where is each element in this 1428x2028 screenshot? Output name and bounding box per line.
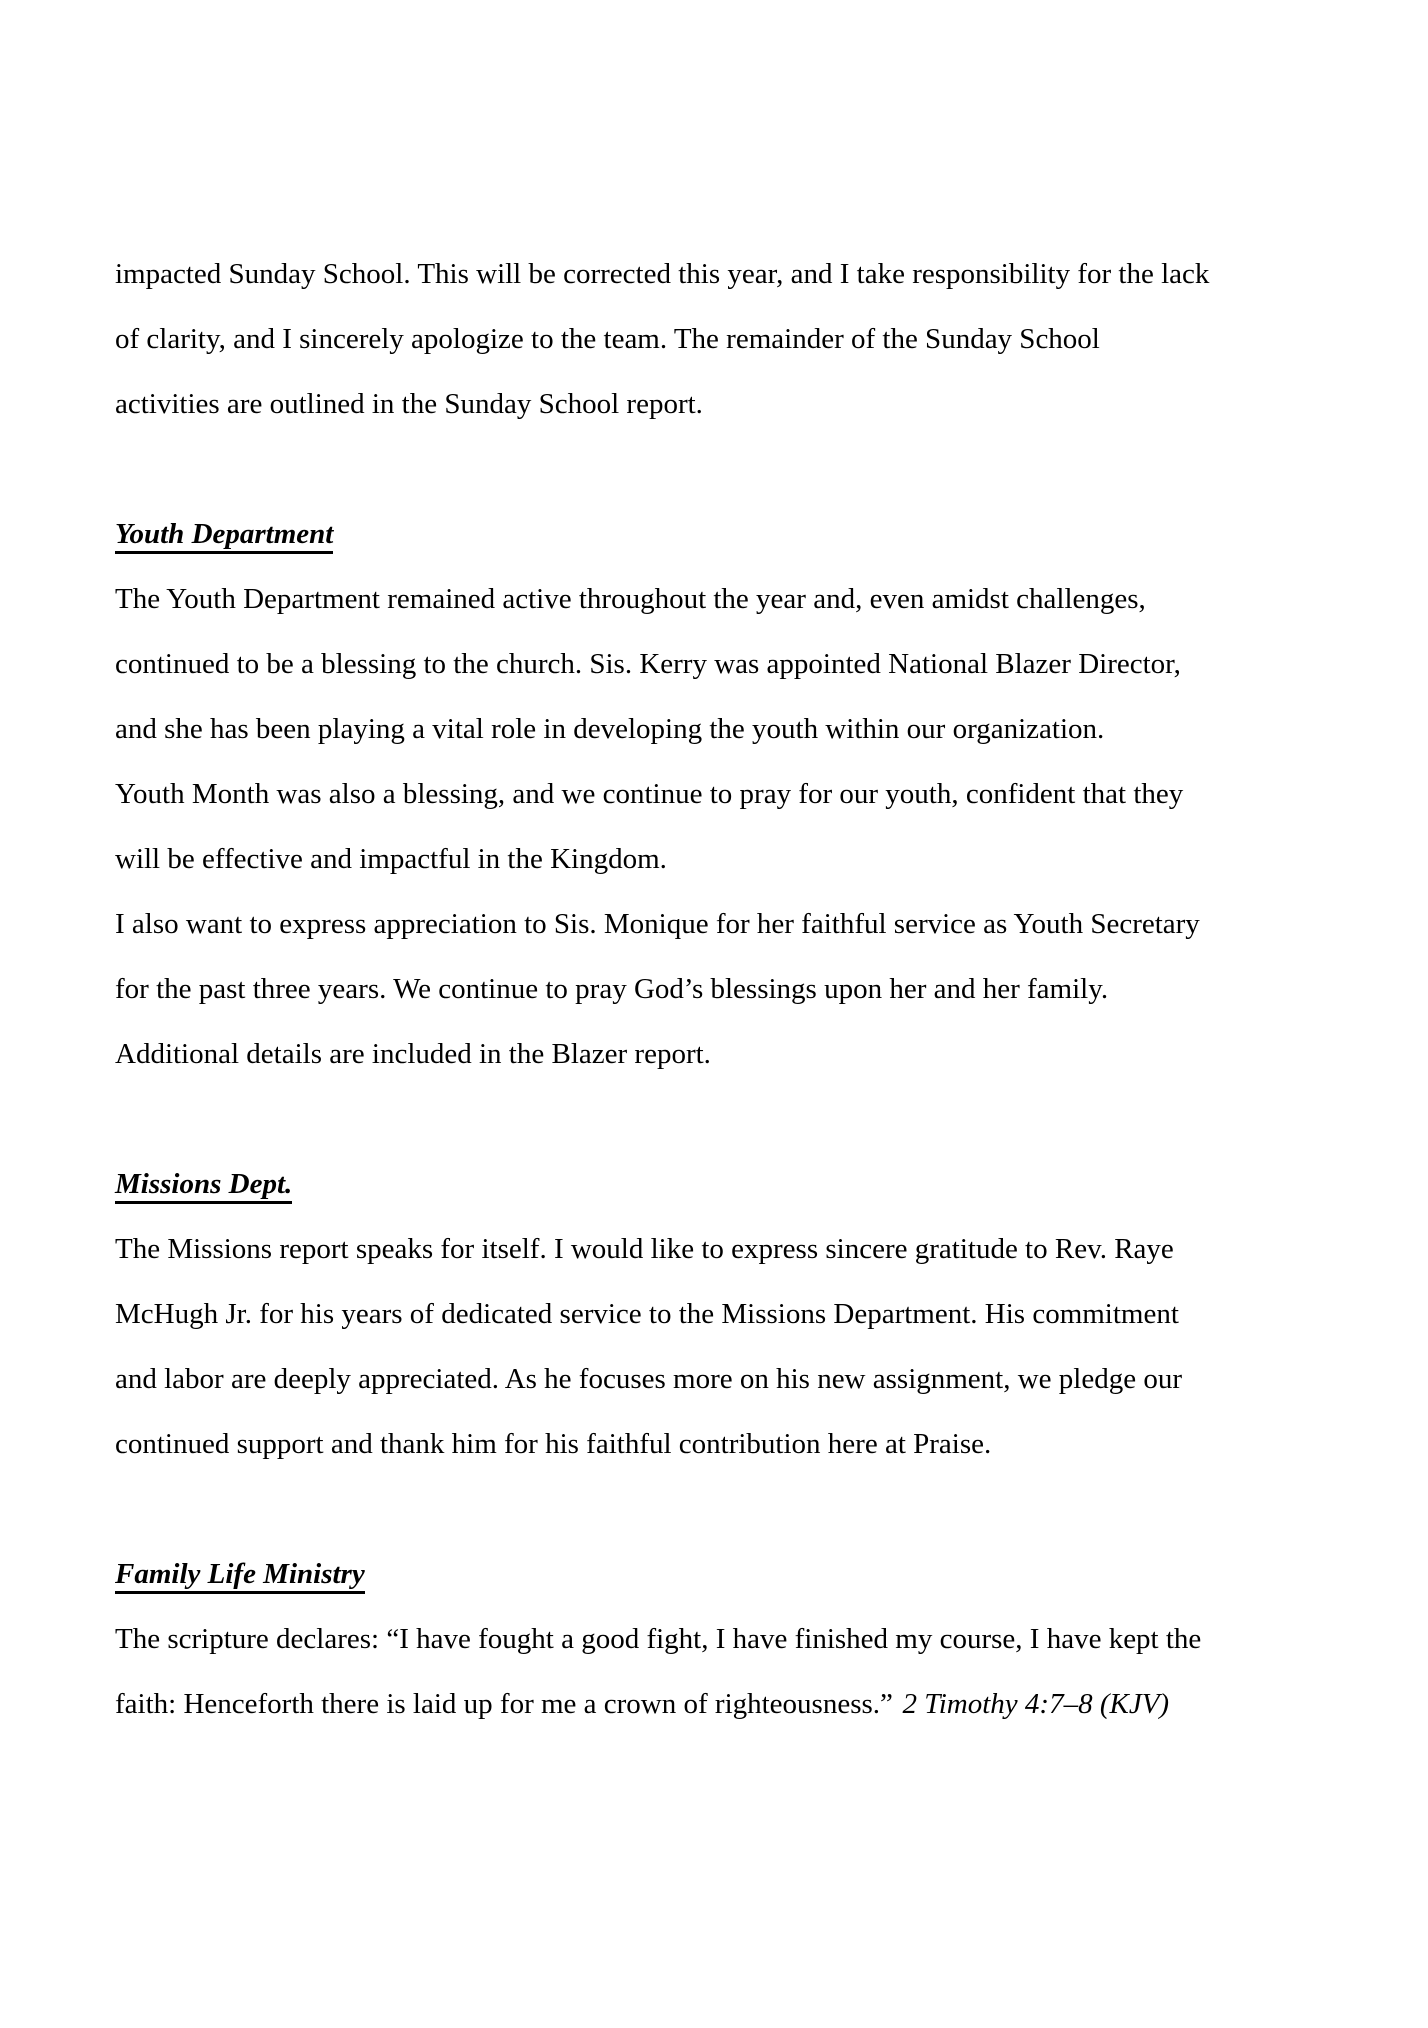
- section-heading-youth-department: [115, 502, 1375, 567]
- section-missions-dept: [115, 1152, 1375, 1477]
- section-youth-department: [115, 502, 1375, 1087]
- paragraph-line: impacted Sunday School. This will be corrected this year, and I take responsibility for the lack: [115, 258, 1210, 290]
- heading-text: Missions Dept.: [115, 1168, 292, 1204]
- paragraph-line: [115, 1672, 1375, 1737]
- paragraph-line: The scripture declares: “I have fought a good fight, I have finished my course, I have kept the: [115, 1623, 1202, 1655]
- paragraph-line-text: faith: Henceforth there is laid up for me a crown of righteousness.”: [115, 1688, 893, 1720]
- paragraph-line: Youth Month was also a blessing, and we continue to pray for our youth, confident that they: [115, 778, 1184, 810]
- paragraph-line: McHugh Jr. for his years of dedicated service to the Missions Department. His commitment: [115, 1298, 1179, 1330]
- paragraph-line: activities are outlined in the Sunday School report.: [115, 388, 703, 420]
- scripture-citation: 2 Timothy 4:7–8 (KJV): [902, 1688, 1170, 1720]
- page-content: [115, 242, 1375, 1737]
- paragraph-line: will be effective and impactful in the Kingdom.: [115, 843, 667, 875]
- paragraph-line: and labor are deeply appreciated. As he focuses more on his new assignment, we pledge our: [115, 1363, 1183, 1395]
- paragraph-line: for the past three years. We continue to pray God’s blessings upon her and her family.: [115, 973, 1109, 1005]
- paragraph-line: continued to be a blessing to the church. Sis. Kerry was appointed National Blazer Director,: [115, 648, 1181, 680]
- paragraph-line: Additional details are included in the Blazer report.: [115, 1038, 711, 1070]
- heading-text: Family Life Ministry: [115, 1558, 365, 1594]
- section-family-life-ministry: [115, 1542, 1375, 1737]
- paragraph-line: continued support and thank him for his faithful contribution here at Praise.: [115, 1428, 992, 1460]
- paragraph-line: of clarity, and I sincerely apologize to the team. The remainder of the Sunday School: [115, 323, 1100, 355]
- section-heading-family-life-ministry: [115, 1542, 1375, 1607]
- paragraph-line: I also want to express appreciation to Sis. Monique for her faithful service as Youth Secretary: [115, 908, 1200, 940]
- paragraph-line: The Youth Department remained active throughout the year and, even amidst challenges,: [115, 583, 1146, 615]
- paragraph-line: and she has been playing a vital role in developing the youth within our organization.: [115, 713, 1105, 745]
- intro-paragraph: [115, 242, 1375, 437]
- section-heading-missions-dept: [115, 1152, 1375, 1217]
- heading-text: Youth Department: [115, 518, 333, 554]
- paragraph-line: The Missions report speaks for itself. I would like to express sincere gratitude to Rev. Raye: [115, 1233, 1174, 1265]
